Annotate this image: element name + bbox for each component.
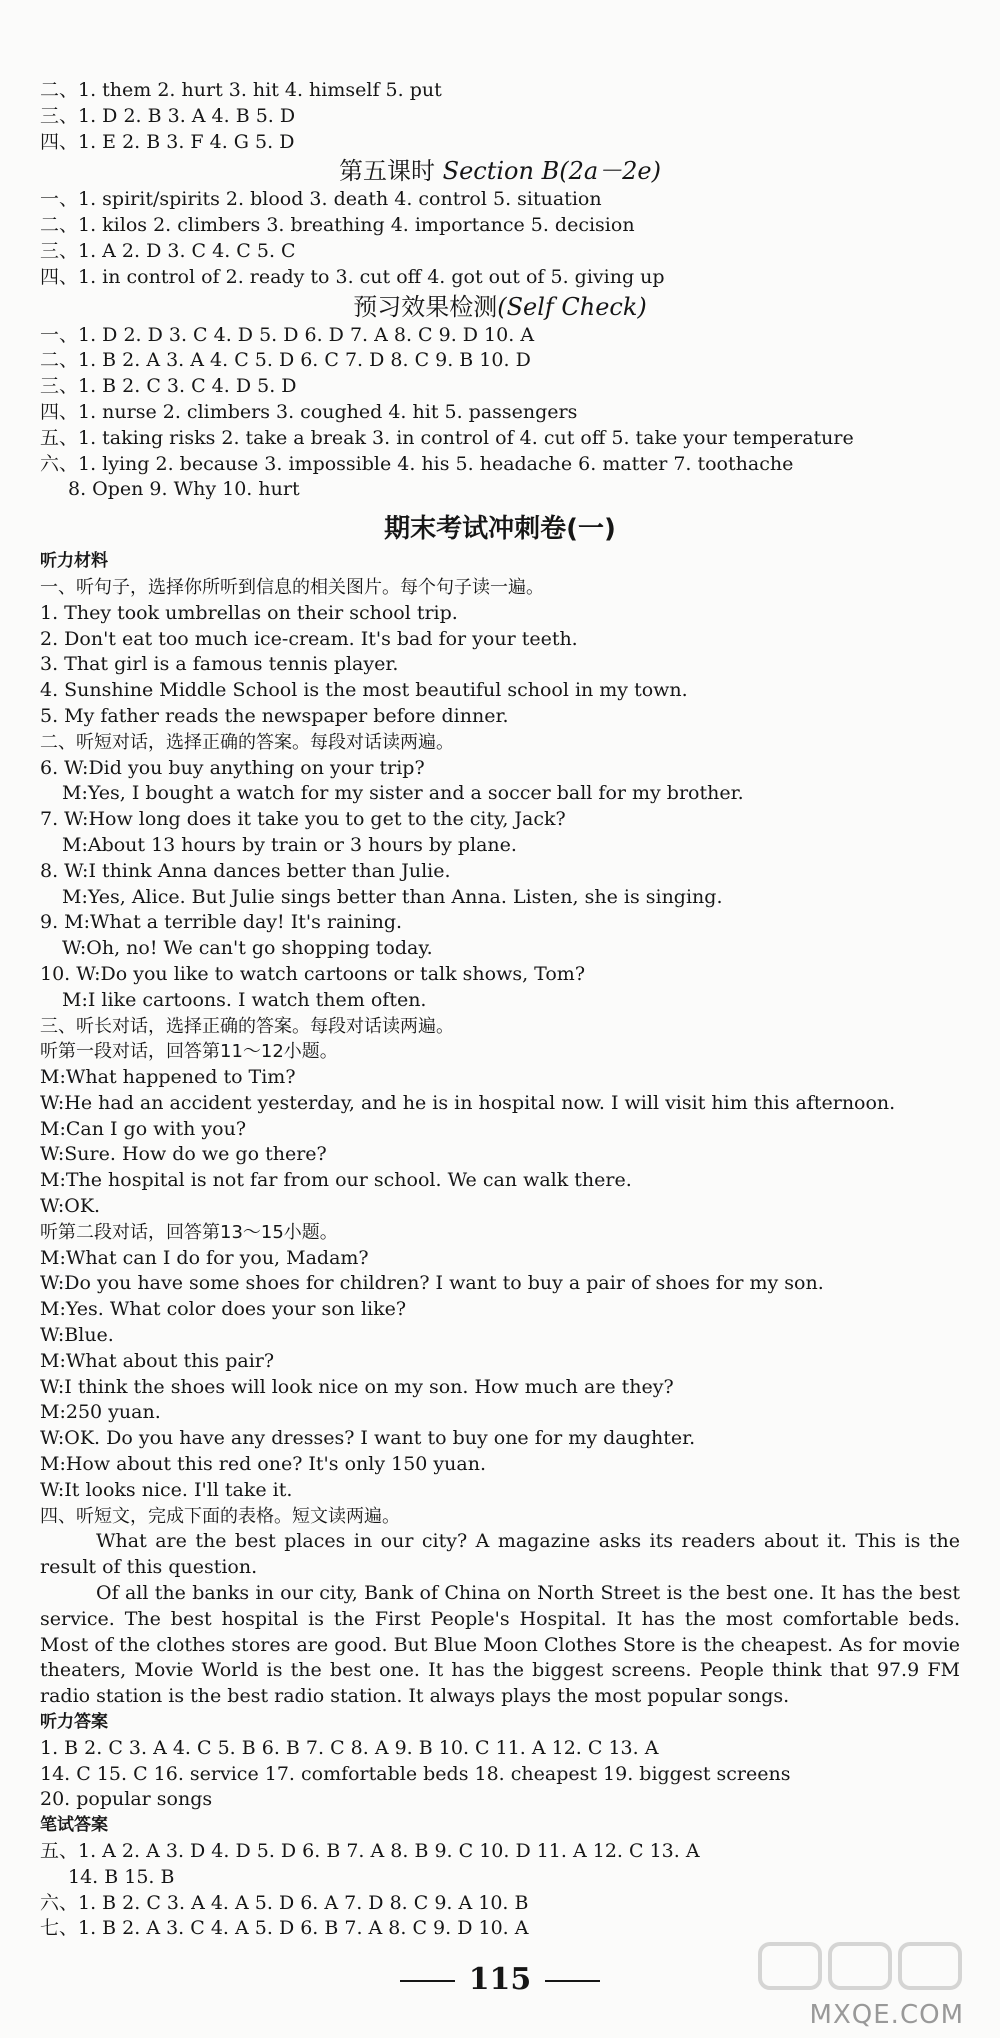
answer-line: 1. B 2. C 3. A 4. C 5. B 6. B 7. C 8. A 9. B 10. C 11. A 12. C 13. A <box>40 1736 659 1759</box>
dialogue-line: W:Do you have some shoes for children? I want to buy a pair of shoes for my son. <box>40 1272 824 1295</box>
answer-line: 四、1. nurse 2. climbers 3. coughed 4. hit 5. passengers <box>40 400 578 423</box>
passage-paragraph: What are the best places in our city? A magazine asks its readers about it. This is the result of this question. <box>40 1530 960 1579</box>
dialogue-line: W:Sure. How do we go there? <box>40 1143 327 1166</box>
answer-line: 四、1. E 2. B 3. F 4. G 5. D <box>40 130 295 153</box>
dialogue-line: M:What can I do for you, Madam? <box>40 1246 369 1269</box>
section-b-answers <box>40 187 960 290</box>
answer-line: 一、1. D 2. D 3. C 4. D 5. D 6. D 7. A 8. C 9. D 10. A <box>40 323 535 346</box>
answer-line: 14. B 15. B <box>68 1865 175 1888</box>
dialogue-line: M:What happened to Tim? <box>40 1066 296 1089</box>
answer-page <box>40 78 960 1942</box>
section-b-heading-cn: 第五课时 <box>339 157 435 186</box>
written-answers <box>40 1839 960 1942</box>
answer-line: 七、1. B 2. A 3. C 4. A 5. D 6. B 7. A 8. C 9. D 10. A <box>40 1917 529 1940</box>
part1-title: 一、听句子，选择你所听到信息的相关图片。每个句子读一遍。 <box>40 576 544 598</box>
part3-title: 三、听长对话，选择正确的答案。每段对话读两遍。 <box>40 1015 454 1037</box>
watermark-text: MXQE.COM <box>809 2000 964 2030</box>
dialogue-question: 8. W:I think Anna dances better than Julie. <box>40 859 451 882</box>
part2-dialogues <box>40 756 960 1014</box>
answer-line: 五、1. A 2. A 3. D 4. D 5. D 6. B 7. A 8. B 9. C 10. D 11. A 12. C 13. A <box>40 1840 700 1862</box>
part1-sentences <box>40 601 960 730</box>
dialogue1 <box>40 1065 960 1220</box>
self-check-heading-en: (Self Check) <box>497 292 647 321</box>
section-b-heading <box>40 156 960 186</box>
listening-answers-label: 听力答案 <box>40 1712 108 1733</box>
listening-material-label: 听力材料 <box>40 551 108 572</box>
top-answers <box>40 78 960 155</box>
self-check-heading-cn: 预习效果检测 <box>353 292 498 321</box>
dialogue-question: 6. W:Did you buy anything on your trip? <box>40 756 425 779</box>
self-check-answers <box>40 323 960 504</box>
answer-line: 8. Open 9. Why 10. hurt <box>68 478 300 501</box>
dialogue-answer: M:Yes, I bought a watch for my sister and a soccer ball for my brother. <box>62 782 744 805</box>
sentence: 3. That girl is a famous tennis player. <box>40 653 399 676</box>
written-answers-label: 笔试答案 <box>40 1815 108 1836</box>
dialogue-line: W:It looks nice. I'll take it. <box>40 1478 293 1501</box>
page-number-right-dash <box>545 1980 600 1982</box>
answer-line: 六、1. B 2. C 3. A 4. A 5. D 6. A 7. D 8. C 9. A 10. B <box>40 1891 529 1914</box>
dialogue-line: W:He had an accident yesterday, and he is in hospital now. I will visit him this afternoon. <box>40 1091 896 1114</box>
dialogue-line: M:Can I go with you? <box>40 1117 247 1140</box>
dialogue-line: W:OK. Do you have any dresses? I want to buy one for my daughter. <box>40 1427 696 1450</box>
answer-line: 三、1. B 2. C 3. C 4. D 5. D <box>40 375 297 398</box>
dialogue-line: W:Blue. <box>40 1324 114 1347</box>
sentence: 4. Sunshine Middle School is the most beautiful school in my town. <box>40 679 688 702</box>
answer-line: 14. C 15. C 16. service 17. comfortable beds 18. cheapest 19. biggest screens <box>40 1762 791 1785</box>
dialogue-line: W:OK. <box>40 1195 101 1218</box>
dialogue-question: 7. W:How long does it take you to get to the city, Jack? <box>40 808 566 831</box>
dialogue-line: M:What about this pair? <box>40 1349 275 1372</box>
dialogue-answer: M:Yes, Alice. But Julie sings better than Anna. Listen, she is singing. <box>62 885 723 908</box>
answer-line: 二、1. kilos 2. climbers 3. breathing 4. importance 5. decision <box>40 214 635 237</box>
dialogue-answer: W:Oh, no! We can't go shopping today. <box>62 937 433 960</box>
dialogue2 <box>40 1246 960 1504</box>
dialogue-question: 10. W:Do you like to watch cartoons or talk shows, Tom? <box>40 962 586 985</box>
part4-title: 四、听短文，完成下面的表格。短文读两遍。 <box>40 1505 400 1527</box>
dialogue-answer: M:About 13 hours by train or 3 hours by plane. <box>62 833 517 856</box>
page-number-text: 115 <box>468 1962 532 1997</box>
dialogue-line: M:Yes. What color does your son like? <box>40 1298 407 1321</box>
answer-line: 二、1. B 2. A 3. A 4. C 5. D 6. C 7. D 8. C 9. B 10. D <box>40 349 531 372</box>
answer-line: 三、1. D 2. B 3. A 4. B 5. D <box>40 104 296 127</box>
dialogue-line: M:How about this red one? It's only 150 yuan. <box>40 1453 486 1476</box>
answer-line: 20. popular songs <box>40 1788 213 1811</box>
listening-answers <box>40 1736 960 1813</box>
answer-line: 四、1. in control of 2. ready to 3. cut off 4. got out of 5. giving up <box>40 265 665 288</box>
dialogue-line: M:250 yuan. <box>40 1401 161 1424</box>
part2-title: 二、听短对话，选择正确的答案。每段对话读两遍。 <box>40 731 454 753</box>
passage-paragraph: Of all the banks in our city, Bank of China on North Street is the best one. It has the best service. The best hospital is the First People's Hospital. It has the most comfortable beds. Most of the clothes stores are good. But Blue Moon Clothes Store is the cheapest. As for movie theaters, Movie World is the best one. It has the biggest screens. People think that 97.9 FM radio station is the best radio station. It always plays the most popular songs. <box>40 1582 960 1708</box>
self-check-heading <box>40 292 960 322</box>
exam-title: 期末考试冲刺卷(一) <box>384 514 616 545</box>
sentence: 5. My father reads the newspaper before dinner. <box>40 704 509 727</box>
answer-line: 二、1. them 2. hurt 3. hit 4. himself 5. put <box>40 79 442 101</box>
sentence: 1. They took umbrellas on their school trip. <box>40 601 458 624</box>
sentence: 2. Don't eat too much ice-cream. It's bad for your teeth. <box>40 627 578 650</box>
answer-line: 一、1. spirit/spirits 2. blood 3. death 4. control 5. situation <box>40 188 602 211</box>
dialogue-line: M:The hospital is not far from our school. We can walk there. <box>40 1169 632 1192</box>
dialogue-question: 9. M:What a terrible day! It's raining. <box>40 911 403 934</box>
section-b-heading-en: Section B(2a－2e) <box>442 157 661 186</box>
page-number-left-dash <box>400 1980 455 1982</box>
dialogue2-intro: 听第二段对话，回答第13～15小题。 <box>40 1221 338 1243</box>
answer-line: 六、1. lying 2. because 3. impossible 4. his 5. headache 6. matter 7. toothache <box>40 452 794 475</box>
answer-line: 五、1. taking risks 2. take a break 3. in control of 4. cut off 5. take your temperature <box>40 426 854 449</box>
dialogue-line: W:I think the shoes will look nice on my son. How much are they? <box>40 1375 674 1398</box>
answer-line: 三、1. A 2. D 3. C 4. C 5. C <box>40 239 296 262</box>
dialogue1-intro: 听第一段对话，回答第11～12小题。 <box>40 1041 338 1063</box>
dialogue-answer: M:I like cartoons. I watch them often. <box>62 988 427 1011</box>
